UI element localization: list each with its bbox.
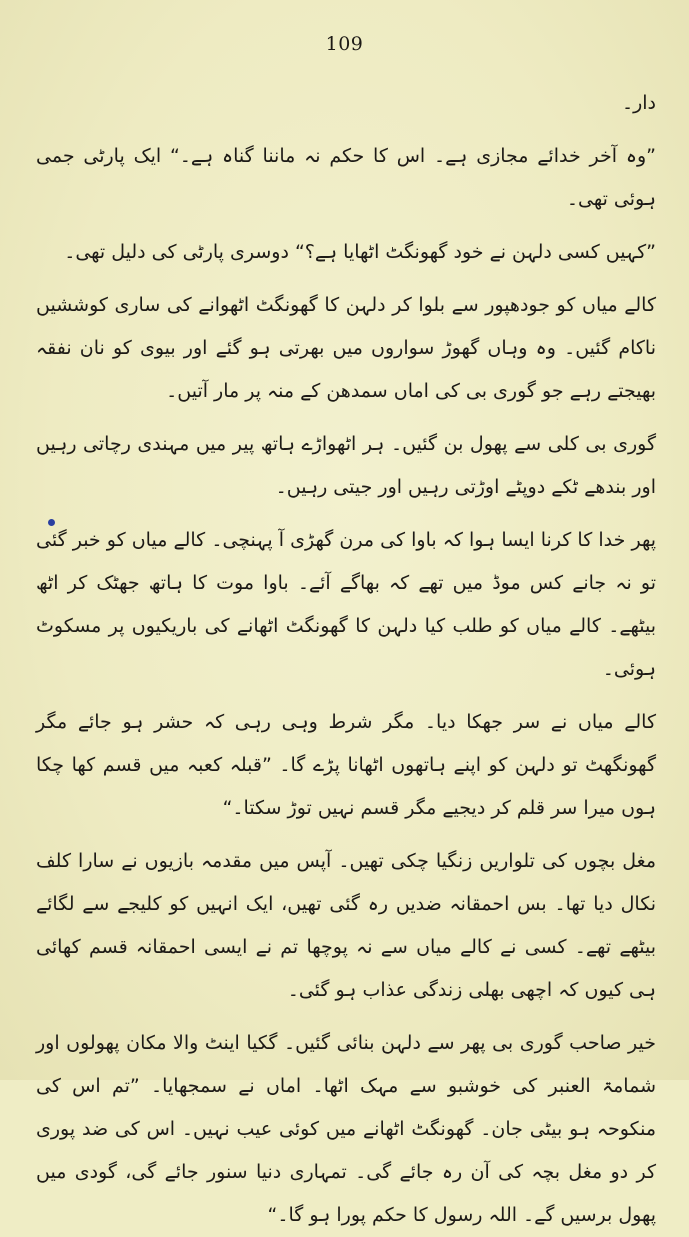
paragraph-6: پھر خدا کا کرنا ایسا ہوا کہ باوا کی مرن گھڑی آ پہنچی۔ کالے میاں کو خبر گئی تو نہ جانے کس موڈ میں تھے کہ بھاگے آئے۔ باوا موت کا ہاتھ جھٹک کر اٹھ بیٹھے۔ کالے میاں کو طلب کیا دلہن کا گھونگٹ اٹھانے کی باریکیوں پر مسکوٹ ہوئی۔ — [36, 529, 656, 680]
paragraph-9: خیر صاحب گوری بی پھر سے دلہن بنائی گئیں۔ گکیا اینٹ والا مکان پھولوں اور شمامۃ العنبر کی خوشبو سے مہک اٹھا۔ اماں نے سمجھایا۔ ”تم اس کی منکوحہ ہو بیٹی جان۔ گھونگٹ اٹھانے میں کوئی عیب نہیں۔ اس کی ضد پوری کر دو مغل بچہ کی آن رہ جائے گی۔ تمہاری دنیا سنور جائے گی، گودی میں پھول برسیں گے۔ اللہ رسول کا حکم پورا ہو گا۔“ — [36, 1032, 656, 1226]
paragraph-4: کالے میاں کو جودھپور سے بلوا کر دلہن کا گھونگٹ اٹھوانے کی ساری کوششیں ناکام گئیں۔ وہ وہاں گھوڑ سواروں میں بھرتی ہو گئے اور بیوی کو نان نفقہ بھیجتے رہے جو گوری بی کی اماں سمدھن کے منہ پر مار آتیں۔ — [36, 294, 656, 402]
ink-dot-mark — [48, 519, 55, 526]
paragraph-5: گوری بی کلی سے پھول بن گئیں۔ ہر اٹھواڑے ہاتھ پیر میں مہندی رچاتی رہیں اور بندھے ٹکے دوپٹے اوڑتی رہیں اور جیتی رہیں۔ — [36, 433, 656, 498]
paragraph-2: ”وہ آخر خدائے مجازی ہے۔ اس کا حکم نہ ماننا گناہ ہے۔“ ایک پارٹی جمی ہوئی تھی۔ — [36, 145, 656, 210]
page-number: 109 — [325, 33, 364, 55]
paragraph-3: ”کہیں کسی دلہن نے خود گھونگٹ اٹھایا ہے؟“ دوسری پارٹی کی دلیل تھی۔ — [64, 241, 656, 263]
page-body-text — [36, 82, 656, 1226]
paragraph-8: مغل بچوں کی تلواریں زنگیا چکی تھیں۔ آپس میں مقدمہ بازیوں نے سارا کلف نکال دیا تھا۔ بس احمقانہ ضدیں رہ گئی تھیں، ایک انہیں کو کلیجے سے لگائے بیٹھے تھے۔ کسی نے کالے میاں سے نہ پوچھا تم نے ایسی احمقانہ قسم کھائی ہی کیوں کہ اچھی بھلی زندگی عذاب ہو گئی۔ — [36, 850, 656, 1001]
paragraph-1: دار۔ — [621, 92, 656, 114]
paragraph-7: کالے میاں نے سر جھکا دیا۔ مگر شرط وہی رہی کہ حشر ہو جائے مگر گھونگھٹ تو دلہن کو اپنے ہاتھوں اٹھانا پڑے گا۔ ”قبلہ کعبہ میں قسم کھا چکا ہوں میرا سر قلم کر دیجیے مگر قسم نہیں توڑ سکتا۔“ — [36, 711, 656, 819]
